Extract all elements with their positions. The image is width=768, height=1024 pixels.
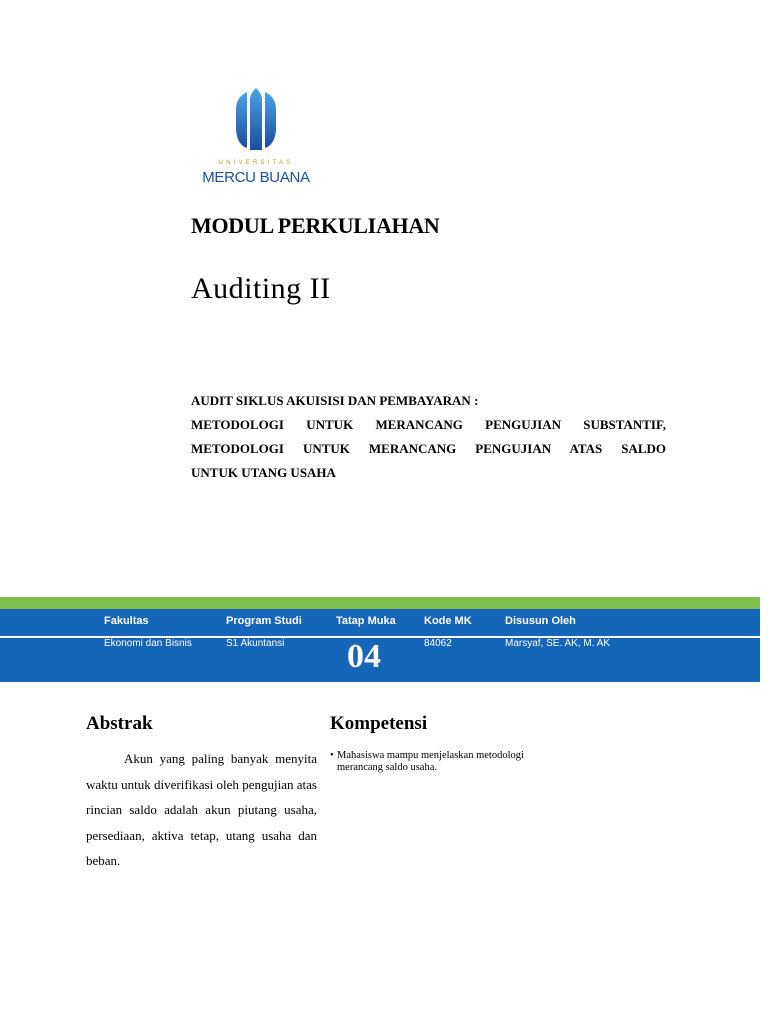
university-logo [191, 88, 321, 188]
list-item: • Mahasiswa mampu menjelaskan metodologi merancang saldo usaha. [330, 750, 570, 774]
logo-university-label: UNIVERSITAS [218, 160, 294, 166]
disusun-oleh-value: Marsyaf, SE. AK, M. AK [505, 638, 611, 649]
topic-line: UNTUK UTANG USAHA [191, 465, 336, 480]
kompetensi-title: Kompetensi [330, 713, 428, 734]
kode-mk-label: Kode MK [424, 615, 472, 627]
topic-line: METODOLOGI UNTUK MERANCANG PENGUJIAN ATAS SALDO [191, 441, 666, 456]
kompetensi-list [330, 750, 570, 774]
fakultas-value: Ekonomi dan Bisnis [104, 638, 192, 649]
topic-block [191, 389, 666, 485]
logo-university-name: MERCU BUANA [202, 169, 310, 186]
modul-label: MODUL PERKULIAHAN [191, 213, 440, 238]
topic-line: METODOLOGI UNTUK MERANCANG PENGUJIAN SUBSTANTIF, [191, 417, 666, 432]
band-green-stripe [0, 597, 760, 609]
kode-mk-value: 84062 [424, 638, 452, 649]
abstrak-text: Akun yang paling banyak menyita waktu untuk diverifikasi oleh pengujian atas rincian saldo adalah akun piutang usaha, persediaan, aktiva tetap, utang usaha dan beban. [86, 751, 317, 868]
tatap-muka-value: 04 [347, 638, 381, 675]
tatap-muka-label: Tatap Muka [336, 615, 396, 627]
abstrak-title: Abstrak [86, 713, 153, 734]
course-title: Auditing II [191, 272, 331, 305]
program-studi-value: S1 Akuntansi [226, 638, 285, 649]
topic-line: AUDIT SIKLUS AKUISISI DAN PEMBAYARAN : [191, 393, 479, 408]
program-studi-label: Program Studi [226, 615, 302, 627]
disusun-oleh-label: Disusun Oleh [505, 615, 576, 627]
logo-emblem-icon [191, 88, 321, 160]
fakultas-label: Fakultas [104, 615, 149, 627]
